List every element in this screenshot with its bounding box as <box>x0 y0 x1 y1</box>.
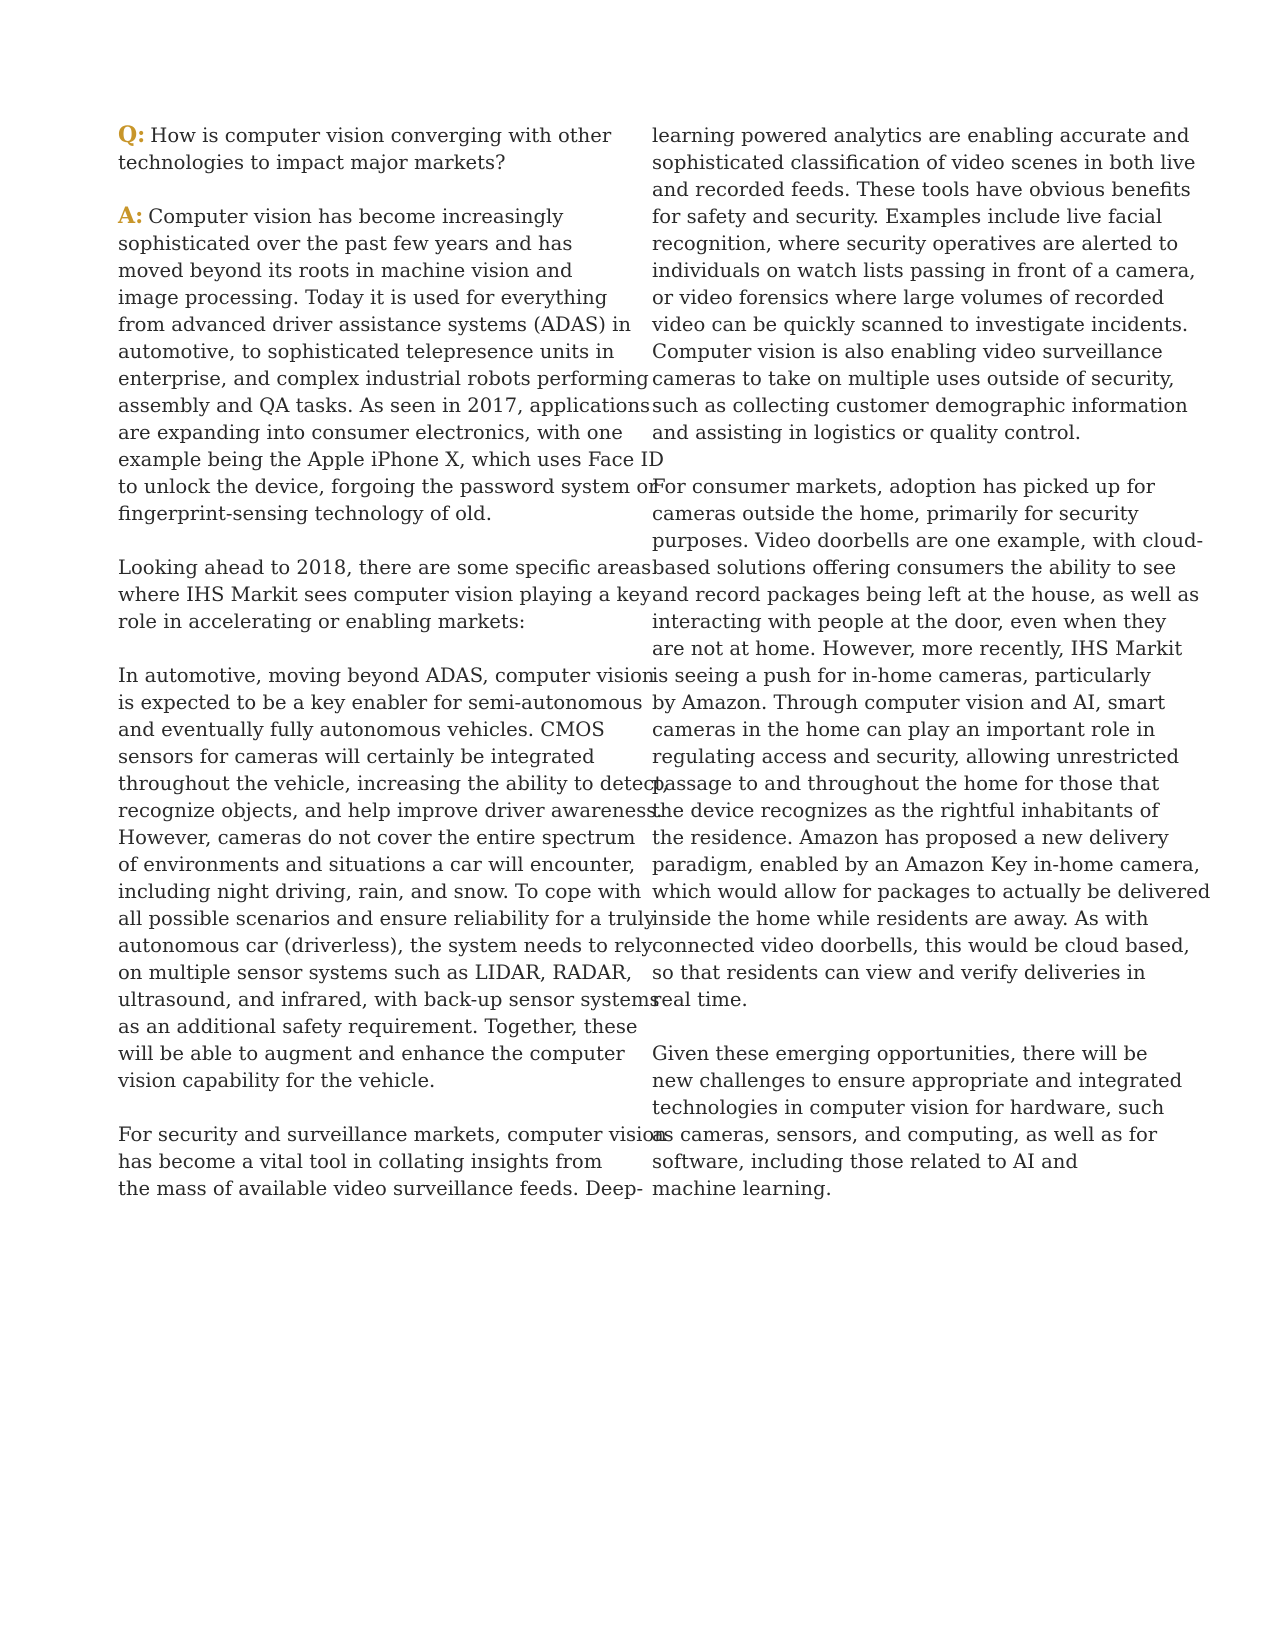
answer-line: moved beyond its roots in machine vision and <box>118 259 573 282</box>
text-line: learning powered analytics are enabling accurate and <box>652 124 1190 147</box>
text-line: ultrasound, and infrared, with back-up sensor systems <box>118 988 660 1011</box>
text-line: In automotive, moving beyond ADAS, computer vision <box>118 664 655 687</box>
text-line: including night driving, rain, and snow. To cope with <box>118 880 642 903</box>
text-line: software, including those related to AI and <box>652 1150 1078 1173</box>
text-line: has become a vital tool in collating insights from <box>118 1150 603 1173</box>
text-line: vision capability for the vehicle. <box>118 1069 436 1092</box>
text-line: paradigm, enabled by an Amazon Key in-home camera, <box>652 853 1200 876</box>
answer-line: to unlock the device, forgoing the password system or <box>118 475 658 498</box>
question-label: Q: <box>118 122 146 148</box>
paragraph <box>118 662 669 1094</box>
text-line: such as collecting customer demographic information <box>652 394 1188 417</box>
text-line: and recorded feeds. These tools have obvious benefits <box>652 178 1191 201</box>
text-line: For security and surveillance markets, computer vision <box>118 1123 667 1146</box>
text-line: interacting with people at the door, even when they <box>652 610 1167 633</box>
text-line: by Amazon. Through computer vision and AI, smart <box>652 691 1166 714</box>
answer-line: fingerprint-sensing technology of old. <box>118 502 492 525</box>
paragraph <box>652 473 1211 1013</box>
text-line: the mass of available video surveillance feeds. Deep- <box>118 1177 644 1200</box>
text-line: of environments and situations a car will encounter, <box>118 853 636 876</box>
text-line: recognition, where security operatives are alerted to <box>652 232 1179 255</box>
right-paragraphs <box>652 122 1211 1202</box>
answer-line: sophisticated over the past few years and has <box>118 232 573 255</box>
text-line: for safety and security. Examples include live facial <box>652 205 1163 228</box>
answer-label: A: <box>118 203 144 229</box>
text-line: and eventually fully autonomous vehicles. CMOS <box>118 718 605 741</box>
text-line: recognize objects, and help improve driver awareness. <box>118 799 663 822</box>
text-line: connected video doorbells, this would be cloud based, <box>652 934 1190 957</box>
text-line: the device recognizes as the rightful inhabitants of <box>652 799 1159 822</box>
text-line: which would allow for packages to actually be delivered <box>652 880 1211 903</box>
text-line: passage to and throughout the home for those that <box>652 772 1160 795</box>
text-line: on multiple sensor systems such as LIDAR, RADAR, <box>118 961 633 984</box>
paragraph <box>652 1040 1183 1202</box>
answer-line: from advanced driver assistance systems (ADAS) in <box>118 313 632 336</box>
text-line: Computer vision is also enabling video surveillance <box>652 340 1163 363</box>
right-column <box>652 122 1211 1202</box>
answer-line: A: Computer vision has become increasingly <box>118 203 564 229</box>
text-line: all possible scenarios and ensure reliability for a truly <box>118 907 656 930</box>
text-line: Given these emerging opportunities, there will be <box>652 1042 1148 1065</box>
text-line: and assisting in logistics or quality control. <box>652 421 1082 444</box>
text-line: Looking ahead to 2018, there are some specific areas <box>118 556 652 579</box>
answer-line: enterprise, and complex industrial robots performing <box>118 367 649 390</box>
text-line: individuals on watch lists passing in front of a camera, <box>652 259 1196 282</box>
text-line: For consumer markets, adoption has picked up for <box>652 475 1155 498</box>
text-line: However, cameras do not cover the entire spectrum <box>118 826 636 849</box>
text-line: autonomous car (driverless), the system needs to rely <box>118 934 653 957</box>
text-line: video can be quickly scanned to investigate incidents. <box>652 313 1189 336</box>
answer-line: example being the Apple iPhone X, which uses Face ID <box>118 448 664 471</box>
text-line: sensors for cameras will certainly be integrated <box>118 745 595 768</box>
text-line: is expected to be a key enabler for semi-autonomous <box>118 691 643 714</box>
text-line: are not at home. However, more recently, IHS Markit <box>652 637 1183 660</box>
paragraph <box>652 122 1196 446</box>
text-line: inside the home while residents are away. As with <box>652 907 1149 930</box>
question-line: Q: How is computer vision converging with other <box>118 122 612 148</box>
text-line: machine learning. <box>652 1177 832 1200</box>
left-paragraphs <box>118 527 669 1202</box>
answer-line: automotive, to sophisticated telepresence units in <box>118 340 615 363</box>
text-line: so that residents can view and verify deliveries in <box>652 961 1146 984</box>
text-line: cameras to take on multiple uses outside of security, <box>652 367 1175 390</box>
text-line: and record packages being left at the house, as well as <box>652 583 1200 606</box>
paragraph <box>118 1121 667 1202</box>
text-line: or video forensics where large volumes of recorded <box>652 286 1165 309</box>
answer-line: assembly and QA tasks. As seen in 2017, applications <box>118 394 651 417</box>
answer-block <box>118 203 664 527</box>
text-line: based solutions offering consumers the ability to see <box>652 556 1177 579</box>
text-line: will be able to augment and enhance the computer <box>118 1042 625 1065</box>
left-column <box>118 122 669 1202</box>
text-line: throughout the vehicle, increasing the ability to detect, <box>118 772 669 795</box>
text-line: regulating access and security, allowing unrestricted <box>652 745 1180 768</box>
text-line: where IHS Markit sees computer vision playing a key <box>118 583 652 606</box>
text-line: purposes. Video doorbells are one example, with cloud- <box>652 529 1204 552</box>
text-line: sophisticated classification of video scenes in both live <box>652 151 1196 174</box>
text-line: as an additional safety requirement. Together, these <box>118 1015 638 1038</box>
paragraph <box>118 554 652 635</box>
answer-line: are expanding into consumer electronics, with one <box>118 421 623 444</box>
text-line: real time. <box>652 988 748 1011</box>
text-line: new challenges to ensure appropriate and integrated <box>652 1069 1183 1092</box>
text-line: cameras in the home can play an important role in <box>652 718 1156 741</box>
text-line: role in accelerating or enabling markets: <box>118 610 526 633</box>
text-line: cameras outside the home, primarily for security <box>652 502 1139 525</box>
text-line: as cameras, sensors, and computing, as well as for <box>652 1123 1158 1146</box>
question-line: technologies to impact major markets? <box>118 151 506 174</box>
text-line: technologies in computer vision for hardware, such <box>652 1096 1165 1119</box>
text-line: the residence. Amazon has proposed a new delivery <box>652 826 1169 849</box>
question-block <box>118 122 618 176</box>
answer-line: image processing. Today it is used for everything <box>118 286 608 309</box>
text-line: is seeing a push for in-home cameras, particularly <box>652 664 1151 687</box>
